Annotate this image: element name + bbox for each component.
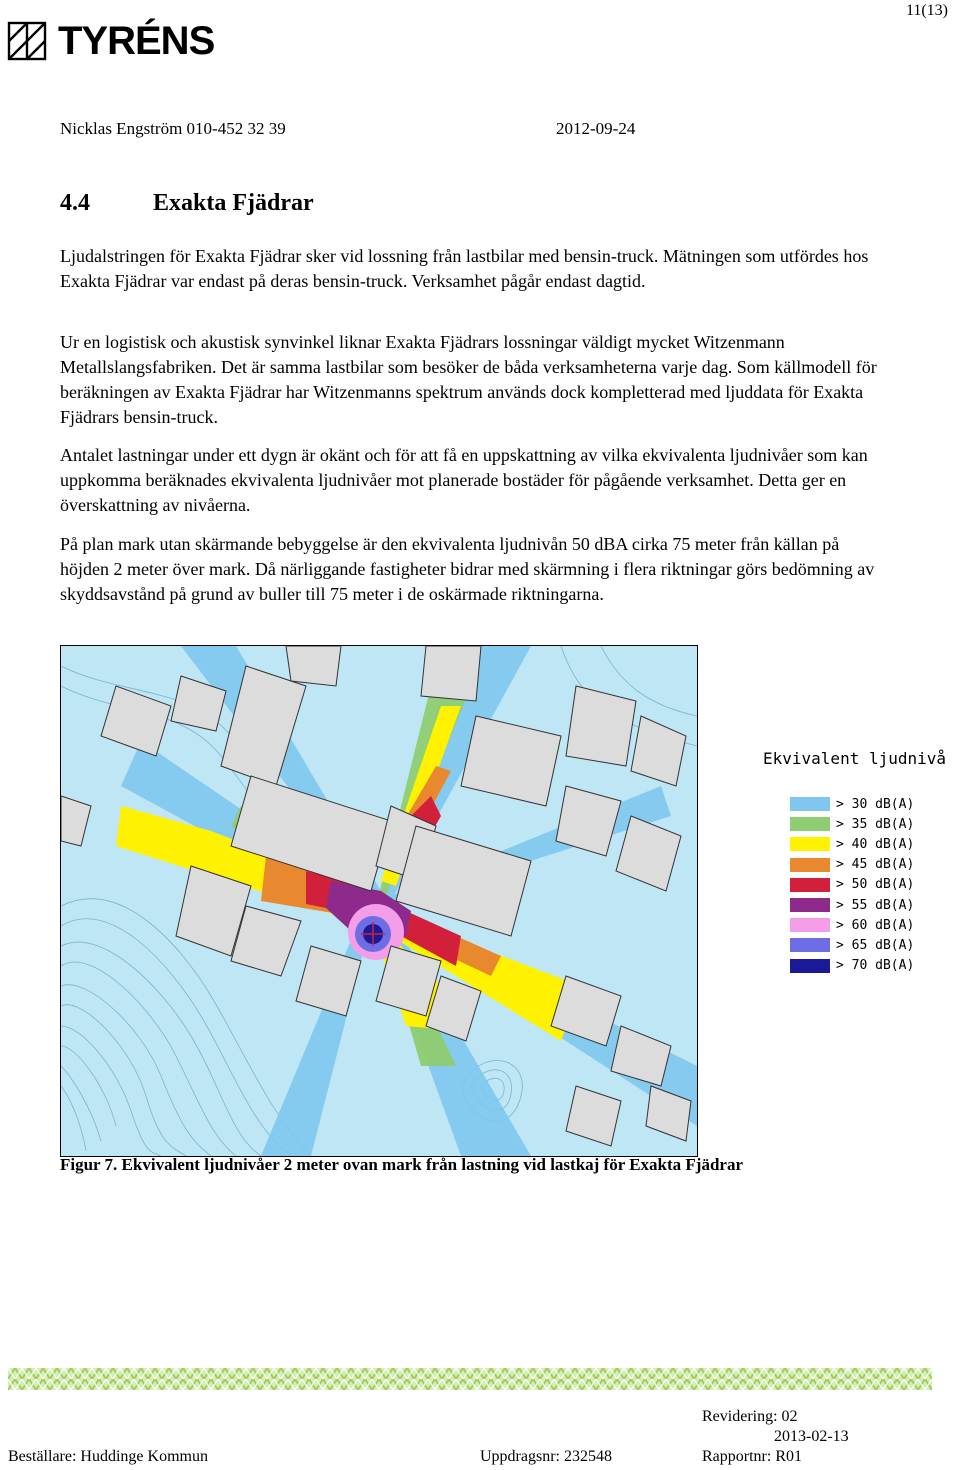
legend-swatch [790, 858, 830, 872]
body-paragraph: Antalet lastningar under ett dygn är okänt och för att få en uppskattning av vilka ekvivalenta ljudnivåer som kan uppkomma beräknades ekvivalenta ljudnivåer mot planerade bostäder för pågående verksamhet. Detta ger en överskattning av nivåerna. [60, 445, 868, 515]
legend-label: > 60 dB(A) [836, 917, 915, 933]
footer-pattern-band [8, 1368, 932, 1390]
legend-item [790, 794, 914, 814]
legend-label: > 65 dB(A) [836, 937, 915, 953]
author-contact: Nicklas Engström 010-452 32 39 [60, 119, 286, 138]
legend-swatch [790, 918, 830, 932]
legend-item [790, 814, 914, 834]
legend-swatch [790, 938, 830, 952]
legend-label: > 45 dB(A) [836, 857, 915, 873]
section-title: Exakta Fjädrar [153, 190, 314, 216]
section-heading [60, 190, 314, 217]
legend-swatch [790, 898, 830, 912]
figure-caption: Figur 7. Ekvivalent ljudnivåer 2 meter ovan mark från lastning vid lastkaj för Exakta Fjädrar [60, 1155, 744, 1174]
assignment-number: Uppdragsnr: 232548 [480, 1448, 612, 1465]
noise-map-image [61, 646, 697, 1156]
legend-label: > 55 dB(A) [836, 897, 915, 913]
legend-item [790, 834, 914, 854]
legend-label: > 30 dB(A) [836, 796, 915, 812]
report-date: 2012-09-24 [556, 119, 636, 138]
legend-item [790, 855, 914, 875]
legend-label: > 40 dB(A) [836, 836, 915, 852]
legend [790, 794, 914, 976]
legend-item [790, 956, 914, 976]
body-paragraph: På plan mark utan skärmande bebyggelse är den ekvivalenta ljudnivån 50 dBA cirka 75 meter från källan på höjden 2 meter över mark. Då närliggande fastigheter bidrar med skärmning i flera riktningar görs bedömning av skyddsavstånd på grund av buller till 75 meter i de oskärmade riktningarna. [60, 534, 875, 604]
legend-item [790, 935, 914, 955]
legend-item [790, 875, 914, 895]
page-number: 11(13) [905, 2, 948, 19]
client: Beställare: Huddinge Kommun [8, 1448, 208, 1465]
revision-date: 2013-02-13 [774, 1428, 849, 1445]
footer-pattern [8, 1368, 932, 1390]
legend-label: > 35 dB(A) [836, 816, 915, 832]
tyrens-logo [6, 20, 214, 62]
section-number: 4.4 [60, 190, 90, 216]
legend-item [790, 895, 914, 915]
report-number: Rapportnr: R01 [702, 1448, 802, 1465]
body-paragraph: Ur en logistisk och akustisk synvinkel liknar Exakta Fjädrars lossningar väldigt mycket Witzenmann Metallslangsfabriken. Det är samma lastbilar som besöker de båda verksamheterna varje dag. Som källmodell för beräkningen av Exakta Fjädrar har Witzenmanns spektrum används dock kompletterad med ljuddata för Exakta Fjädrars bensin-truck. [60, 332, 877, 427]
legend-swatch [790, 878, 830, 892]
legend-label: > 50 dB(A) [836, 877, 915, 893]
legend-swatch [790, 817, 830, 831]
legend-label: > 70 dB(A) [836, 958, 915, 974]
legend-item [790, 915, 914, 935]
logo-wordmark: TYRÉNS [58, 19, 215, 63]
legend-swatch [790, 837, 830, 851]
tyrens-logo-icon [6, 20, 48, 62]
legend-title: Ekvivalent ljudnivå [763, 749, 947, 768]
revision: Revidering: 02 [702, 1408, 798, 1425]
body-paragraph: Ljudalstringen för Exakta Fjädrar sker vid lossning från lastbilar med bensin-truck. Mätningen som utfördes hos Exakta Fjädrar var endast på deras bensin-truck. Verksamhet pågår endast dagtid. [60, 246, 869, 291]
legend-swatch [790, 797, 830, 811]
legend-swatch [790, 959, 830, 973]
noise-map [60, 645, 698, 1157]
